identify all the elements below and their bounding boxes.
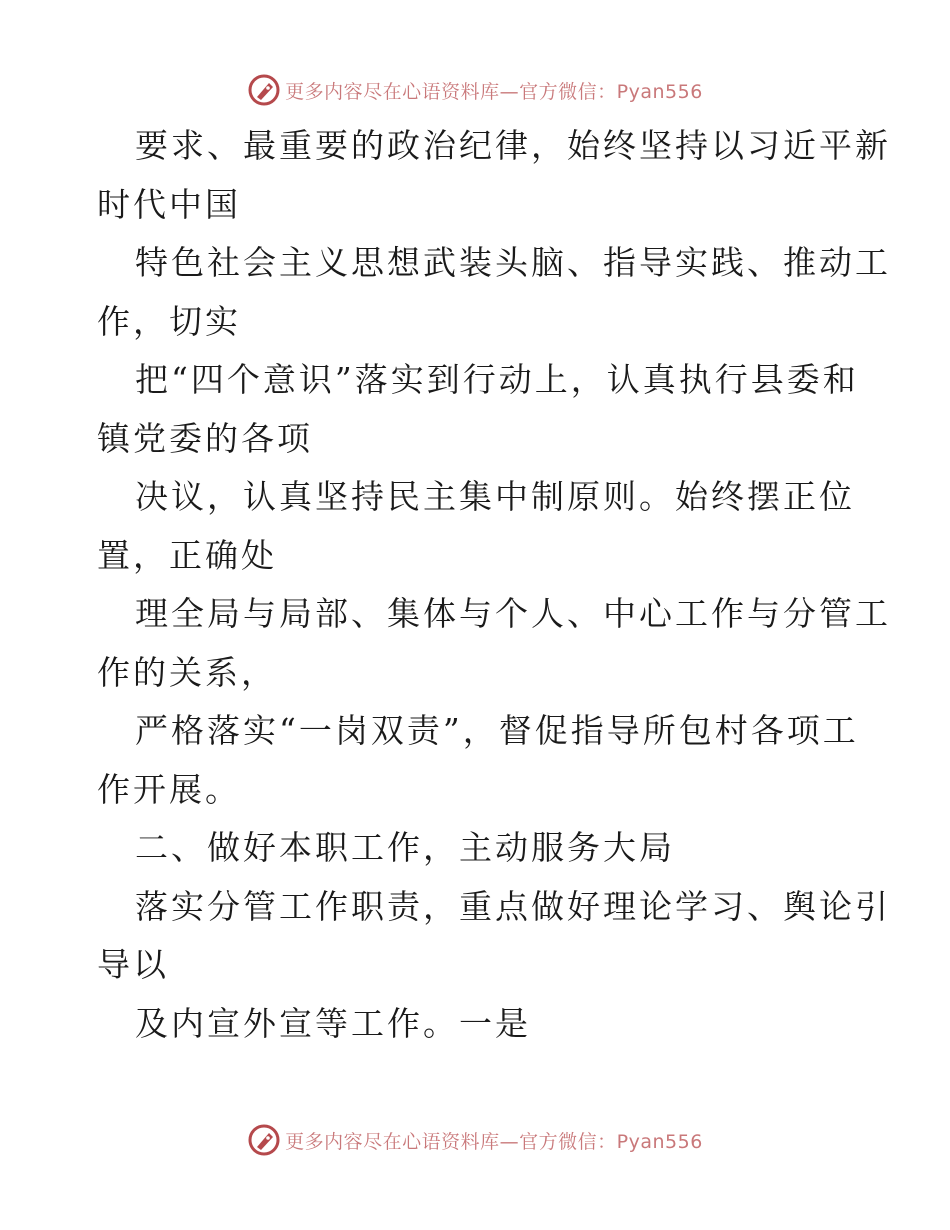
body-line: 置，正确处 — [97, 535, 277, 575]
body-line: 时代中国 — [97, 184, 241, 224]
body-line: 把“四个意识”落实到行动上，认真执行县委和 — [135, 360, 859, 399]
pen-nib-seal-icon — [247, 1123, 281, 1157]
body-line: 决议，认真坚持民主集中制原则。始终摆正位 — [135, 477, 855, 516]
body-line: 导以 — [97, 945, 169, 984]
document-body — [97, 117, 891, 1053]
body-line: 及内宣外宣等工作。一是 — [135, 1003, 531, 1043]
body-line: 镇党委的各项 — [97, 418, 313, 458]
header-banner — [0, 70, 950, 110]
body-line: 要求、最重要的政治纪律，始终坚持以习近平新 — [135, 126, 891, 165]
footer-banner-text: 更多内容尽在心语资料库—官方微信：Pyan556 — [285, 1130, 703, 1153]
body-line: 严格落实“一岗双责”，督促指导所包村各项工 — [135, 711, 859, 750]
section-heading: 二、做好本职工作，主动服务大局 — [135, 828, 675, 867]
footer-banner — [0, 1120, 950, 1160]
body-line: 作的关系， — [97, 652, 277, 692]
body-line: 理全局与局部、集体与个人、中心工作与分管工 — [135, 594, 891, 633]
header-banner-text: 更多内容尽在心语资料库—官方微信：Pyan556 — [285, 80, 703, 103]
body-line: 落实分管工作职责，重点做好理论学习、舆论引 — [135, 886, 891, 926]
body-line: 作开展。 — [97, 769, 241, 809]
pen-nib-seal-icon — [247, 73, 281, 107]
body-line: 特色社会主义思想武装头脑、指导实践、推动工 — [135, 243, 891, 282]
body-line: 作，切实 — [97, 301, 241, 341]
